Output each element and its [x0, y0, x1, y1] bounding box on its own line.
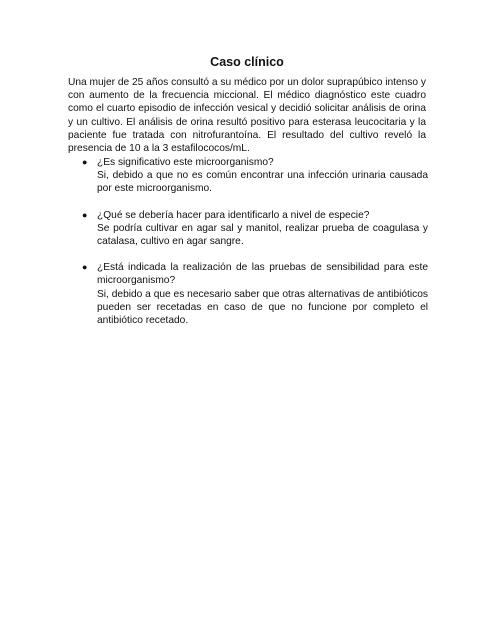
question-text: ¿Es significativo este microorganismo? [97, 157, 274, 168]
bullet-icon: ● [82, 157, 88, 167]
question-list [68, 156, 428, 340]
list-item [68, 261, 428, 327]
question-text: ¿Está indicada la realización de las pruebas de sensibilidad para este microorganismo? [97, 262, 428, 287]
document-title: Caso clínico [210, 55, 284, 69]
case-description: Una mujer de 25 años consultó a su médico por un dolor suprapúbico intenso y con aumento de la frecuencia miccional. El médico diagnóstico este cuadro como el cuarto episodio de infección vesical y decidió solicitar análisis de orina y un cultivo. El análisis de orina resultó positivo para esterasa leucocitaria y la paciente fue tratada con nitrofurantoína. El resultado del cultivo reveló la presencia de 10 a la 3 estafilococos/mL. [68, 77, 426, 155]
answer-text: Si, debido a que es necesario saber que otras alternativas de antibióticos pueden ser recetadas en caso de que no funcione por completo el antibiótico recetado. [97, 288, 428, 327]
list-item [68, 156, 428, 196]
bullet-icon: ● [82, 262, 88, 273]
answer-text: Si, debido a que no es común encontrar una infección urinaria causada por este microorganismo. [97, 170, 428, 195]
list-item [68, 209, 428, 249]
bullet-icon: ● [82, 209, 88, 220]
answer-text: Se podría cultivar en agar sal y manitol, realizar prueba de coagulasa y catalasa, cultivo en agar sangre. [97, 222, 428, 248]
question-text: ¿Qué se debería hacer para identificarlo a nivel de especie? [97, 209, 370, 221]
